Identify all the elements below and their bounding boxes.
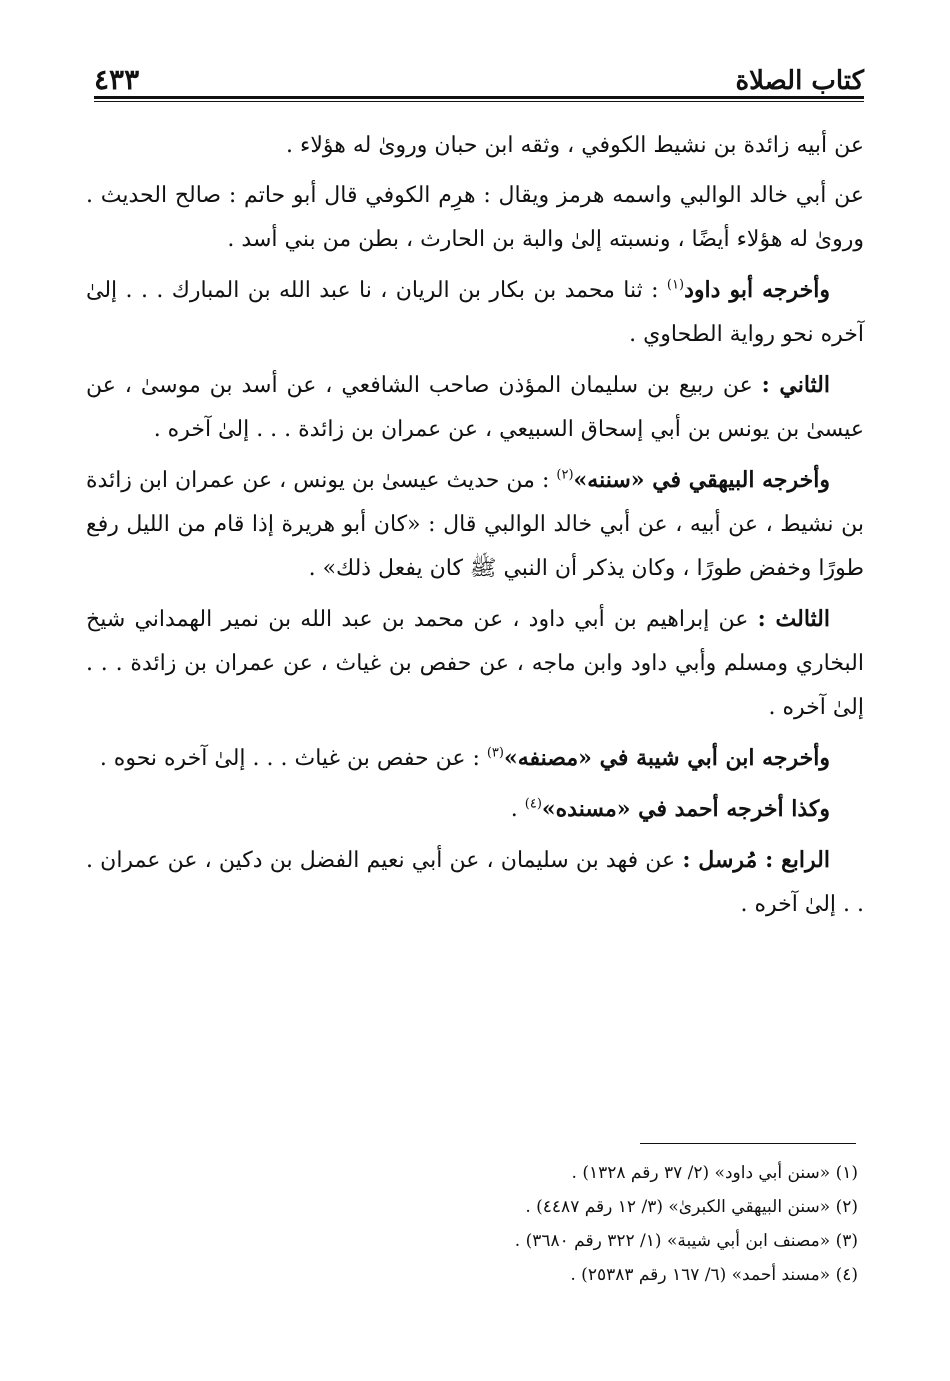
running-header [94, 56, 864, 96]
header-rule-thick [94, 96, 864, 99]
main-text [86, 124, 864, 933]
paragraph-7: وأخرجه ابن أبي شيبة في «مصنفه»$^{(٣)}$ : عن حفص بن غياث . . . إلىٰ آخره نحوه . [99, 745, 830, 771]
footnote-4: (٤) «مسند أحمد» (٦/ ١٦٧ رقم ٢٥٣٨٣) . [570, 1265, 858, 1285]
footnote-ref-2[interactable]: (٢) [556, 467, 574, 483]
paragraph-7-lead: وأخرجه ابن أبي شيبة في «مصنفه» [503, 745, 830, 771]
footnote-1: (١) «سنن أبي داود» (٢/ ٣٧ رقم ١٣٢٨) . [571, 1163, 858, 1183]
paragraph-2: عن أبي خالد الوالبي واسمه هرمز ويقال : هرِم الكوفي قال أبو حاتم : صالح الحديث . وروىٰ له هؤلاء أيضًا ، ونسبته إلىٰ والبة بن الحارث ، بطن من بني أسد . [86, 183, 864, 252]
footnote-3: (٣) «مصنف ابن أبي شيبة» (١/ ٣٢٢ رقم ٣٦٨٠) . [514, 1231, 858, 1251]
footnotes [86, 1156, 858, 1292]
paragraph-9: الرابع : مُرسل : عن فهد بن سليمان ، عن أبي نعيم الفضل بن دكين ، عن عمران . . . إلىٰ آخره . [86, 847, 864, 917]
paragraph-1: عن أبيه زائدة بن نشيط الكوفي ، وثقه ابن حبان وروىٰ له هؤلاء . [285, 133, 864, 158]
footnote-ref-4[interactable]: (٤) [524, 796, 542, 812]
paragraph-6: الثالث : عن إبراهيم بن أبي داود ، عن محمد بن عبد الله بن نمير الهمداني شيخ البخاري ومسلم وأبي داود وابن ماجه ، عن حفص بن غياث ، عن عمران بن زائدة . . . إلىٰ آخره . [86, 606, 864, 720]
footnote-2: (٢) «سنن البيهقي الكبرىٰ» (٣/ ١٢ رقم ٤٤٨٧) . [525, 1197, 858, 1217]
paragraph-4: الثاني : عن ربيع بن سليمان المؤذن صاحب الشافعي ، عن أسد بن موسىٰ ، عن عيسىٰ بن يونس بن أبي إسحاق السبيعي ، عن عمران بن زائدة . . . إلىٰ آخره . [86, 372, 864, 442]
footnote-ref-1[interactable]: (١) [666, 277, 685, 293]
paragraph-6-lead: الثالث : [757, 606, 830, 632]
paragraph-4-lead: الثاني : [761, 372, 830, 398]
paragraph-5-lead: وأخرجه البيهقي في «سننه» [573, 467, 831, 493]
chapter-title: كتاب الصلاة [735, 66, 864, 96]
paragraph-3-lead: وأخرجه أبو داود [684, 277, 830, 303]
paragraph-8: وكذا أخرجه أحمد في «مسنده»$^{(٤)}$ . [510, 796, 830, 822]
footnote-ref-3[interactable]: (٣) [486, 745, 504, 761]
paragraph-3: وأخرجه أبو داود$^{(١)}$ : ثنا محمد بن بكار بن الريان ، نا عبد الله بن المبارك . . . إلىٰ آخره نحو رواية الطحاوي . [86, 277, 864, 347]
paragraph-9-lead: الرابع : مُرسل : [682, 847, 830, 873]
footnote-separator [640, 1143, 856, 1144]
page-number: ٤٣٣ [94, 63, 140, 96]
paragraph-5: وأخرجه البيهقي في «سننه»$^{(٢)}$ : من حديث عيسىٰ بن يونس ، عن عمران ابن زائدة بن نشيط ، عن أبيه ، عن أبي خالد الوالبي قال : «كان أبو هريرة إذا قام من الليل رفع طورًا وخفض طورًا ، وكان يذكر أن النبي ﷺ كان يفعل ذلك» . [86, 467, 864, 581]
header-rule-thin [94, 101, 864, 102]
paragraph-8-lead: وكذا أخرجه أحمد في «مسنده» [541, 796, 830, 822]
